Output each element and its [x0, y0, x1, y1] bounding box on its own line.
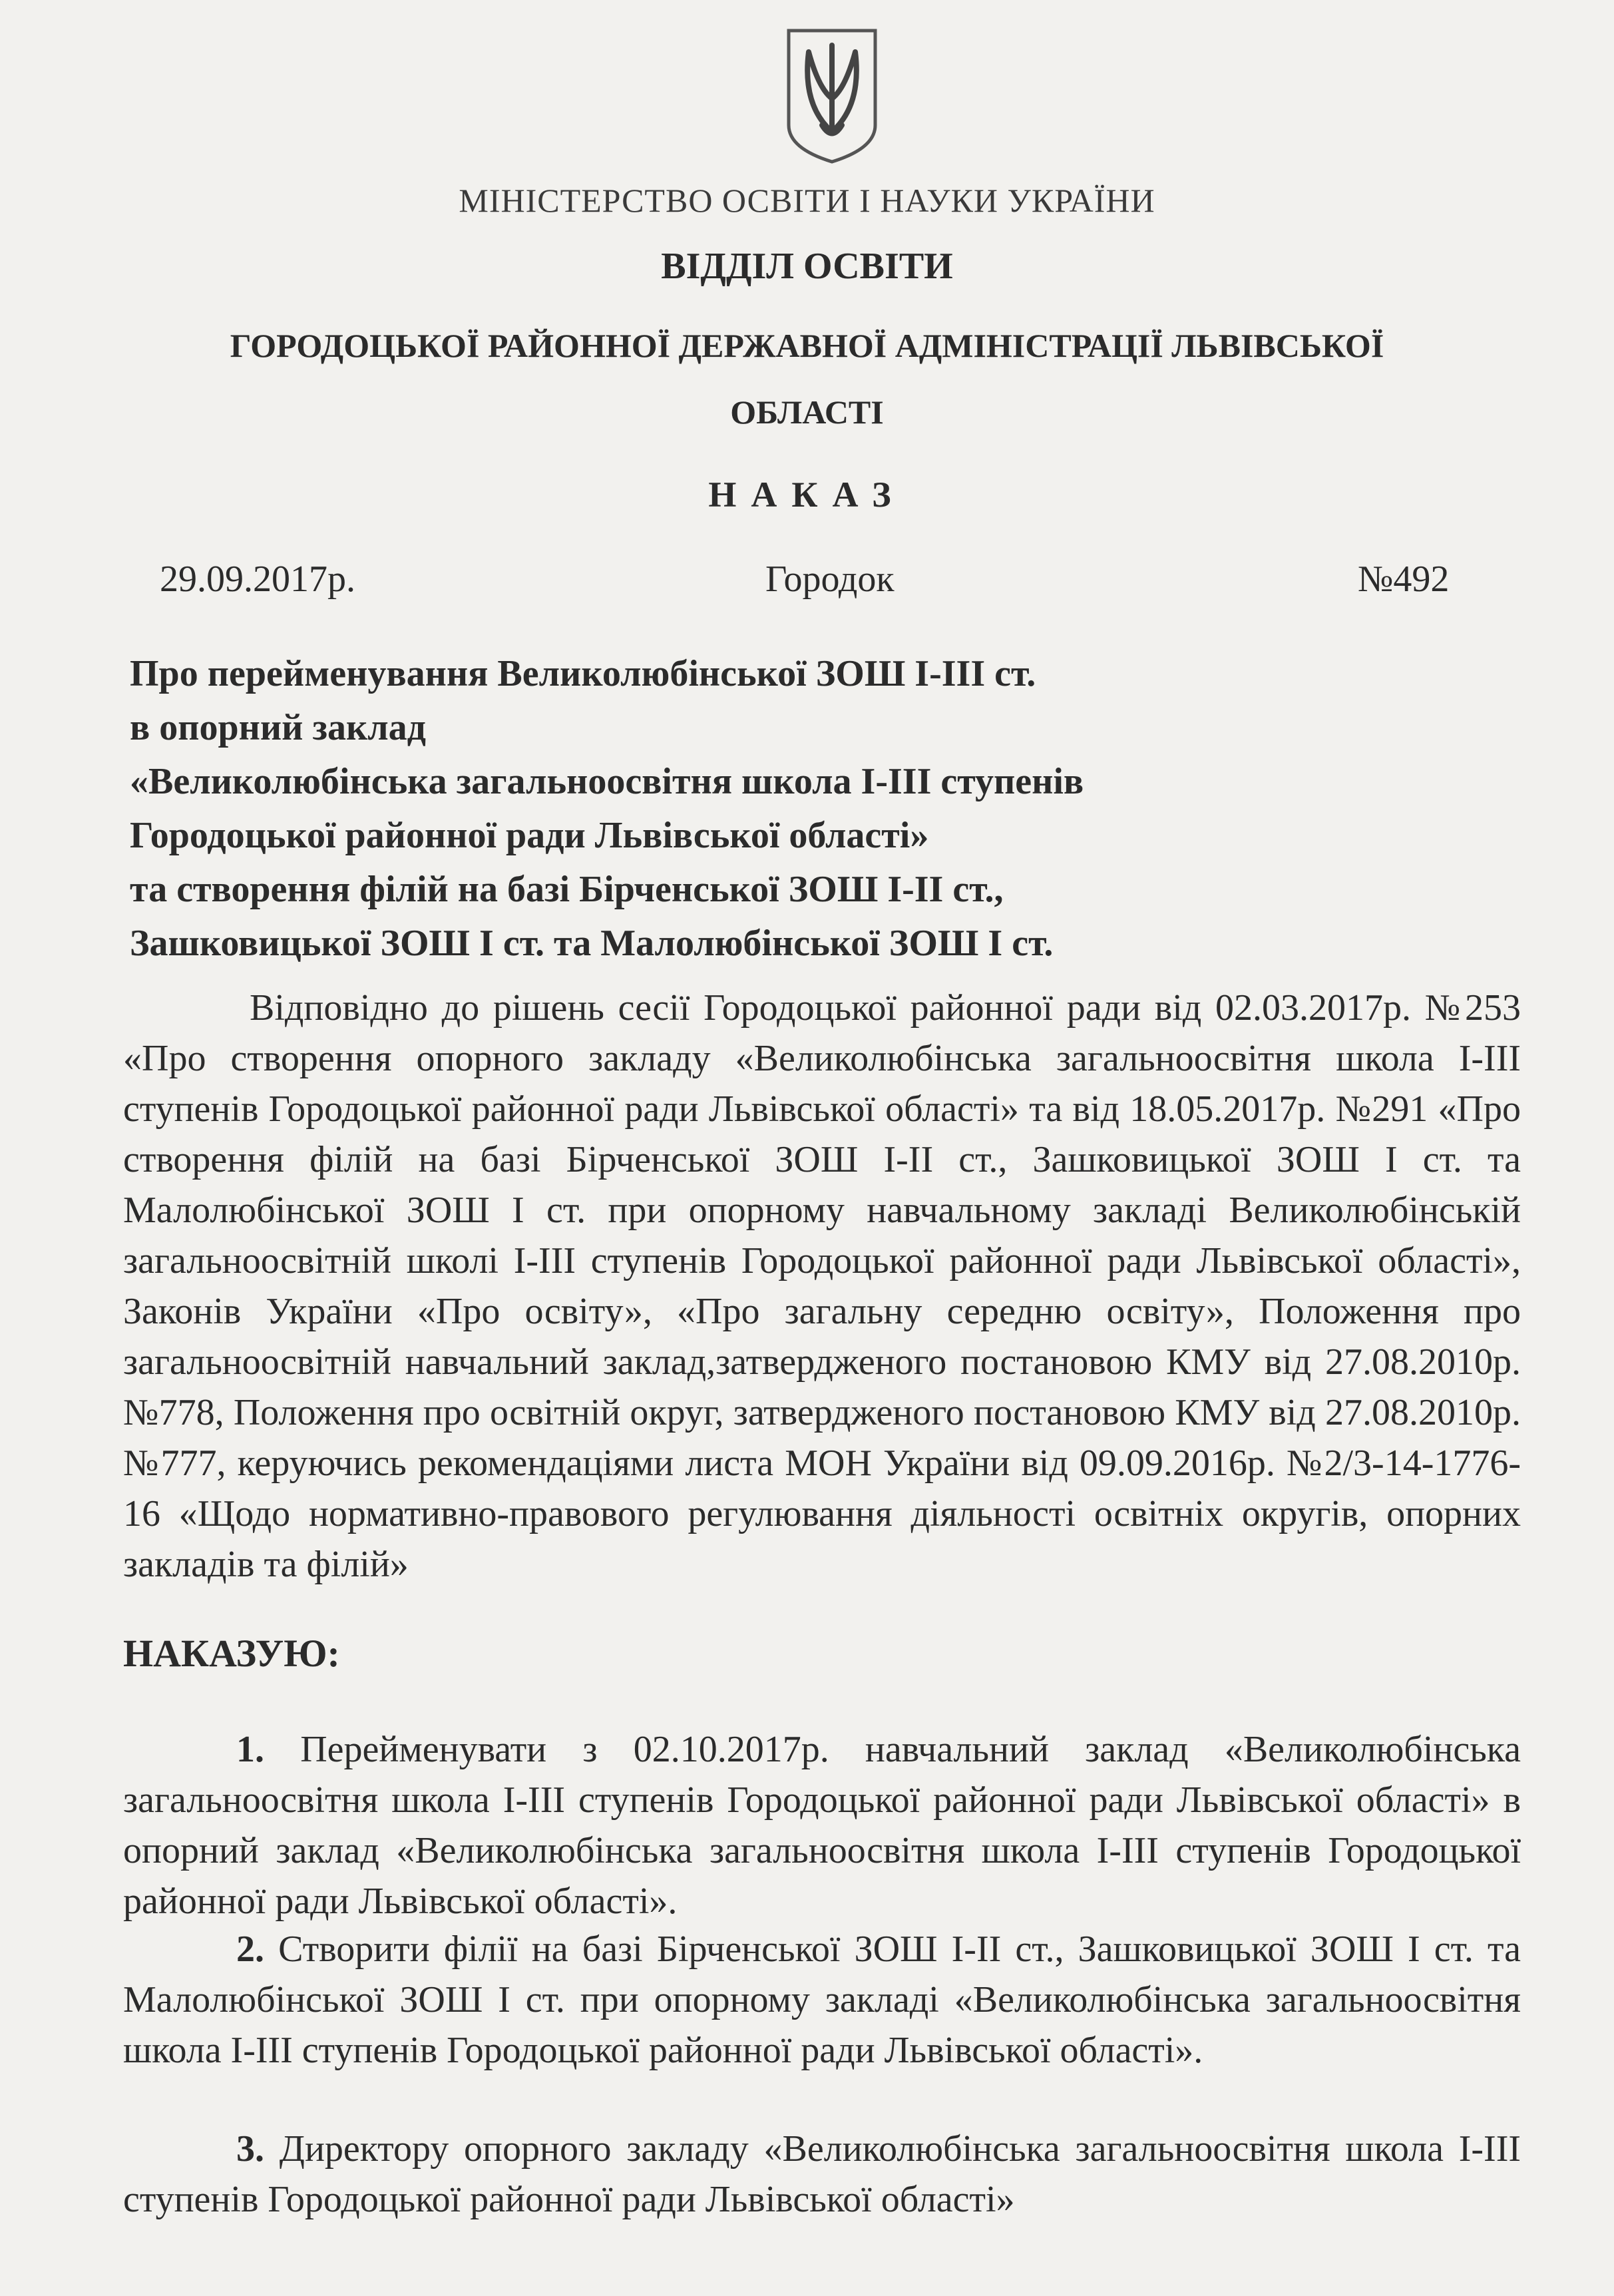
- subject-line: Про перейменування Великолюбінської ЗОШ І-ІІІ ст.: [130, 653, 1036, 694]
- trident-emblem-icon: [782, 25, 882, 165]
- basis-paragraph: Відповідно до рішень сесії Городоцької районної ради від 02.03.2017р. №253 «Про створення опорного закладу «Великолюбінська загальноосвітня школа І-ІІІ ступенів Городоцької районної ради Львівської області» та від 18.05.2017р. №291 «Про створення філій на базі Бірченської ЗОШ І-ІІ ст., Зашковицької ЗОШ І ст. та Малолюбінської ЗОШ І ст. при опорному навчальному закладі Великолюбінській загальноосвітній школі І-ІІІ ступенів Городоцької районної ради Львівської області», Законів України «Про освіту», «Про загальну середню освіту», Положення про загальноосвітній навчальний заклад,затвердженого постановою КМУ від 27.08.2010р. №778, Положення про освітній округ, затвердженого постановою КМУ від 27.08.2010р. №777, керуючись рекомендаціями листа МОН України від 09.09.2016р. №2/3-14-1776-16 «Щодо нормативно-правового регулювання діяльності освітніх округів, опорних закладів та філій»: [123, 987, 1521, 1585]
- order-number: №492: [1358, 559, 1450, 600]
- order-item-2: [123, 1924, 1521, 2076]
- subject-line: та створення філій на базі Бірченської ЗОШ І-ІІ ст.,: [130, 869, 1004, 910]
- order-heading: НАКАЗУЮ:: [123, 1632, 340, 1675]
- order-subject: [130, 647, 1084, 971]
- order-item-1: [123, 1724, 1521, 1927]
- subject-line: Зашковицької ЗОШ І ст. та Малолюбінської ЗОШ І ст.: [130, 923, 1054, 964]
- document-type: НАКАЗ: [708, 475, 906, 515]
- order-place: Городок: [765, 559, 895, 600]
- item-text: Створити філії на базі Бірченської ЗОШ І-ІІ ст., Зашковицької ЗОШ І ст. та Малолюбінської ЗОШ І ст. при опорному закладі «Великолюбінська загальноосвітня школа І-ІІІ ступенів Городоцької районної ради Львівської області».: [123, 1929, 1521, 2071]
- item-number: 3.: [236, 2128, 264, 2170]
- ministry-title: МІНІСТЕРСТВО ОСВІТИ І НАУКИ УКРАЇНИ: [459, 182, 1155, 219]
- subject-line: «Великолюбінська загальноосвітня школа І-ІІІ ступенів: [130, 761, 1084, 802]
- item-text: Директору опорного закладу «Великолюбінська загальноосвітня школа І-ІІІ ступенів Городоцької районної ради Львівської області»: [123, 2128, 1521, 2220]
- item-text: Перейменувати з 02.10.2017р. навчальний заклад «Великолюбінська загальноосвітня школа І-ІІІ ступенів Городоцької районної ради Львівської області» в опорний заклад «Великолюбінська загальноосвітня школа І-ІІІ ступенів Городоцької районної ради Львівської області».: [123, 1729, 1521, 1922]
- subject-line: Городоцької районної ради Львівської області»: [130, 815, 929, 856]
- department-title: ВІДДІЛ ОСВІТИ: [661, 246, 953, 287]
- item-number: 2.: [236, 1929, 264, 1970]
- administration-line-1: ГОРОДОЦЬКОЇ РАЙОННОЇ ДЕРЖАВНОЇ АДМІНІСТРАЦІЇ ЛЬВІВСЬКОЇ: [230, 327, 1384, 364]
- subject-line: в опорний заклад: [130, 707, 426, 748]
- administration-line-2: ОБЛАСТІ: [730, 393, 884, 431]
- order-item-3: [123, 2124, 1521, 2225]
- order-date: 29.09.2017р.: [160, 559, 355, 600]
- item-number: 1.: [236, 1729, 264, 1770]
